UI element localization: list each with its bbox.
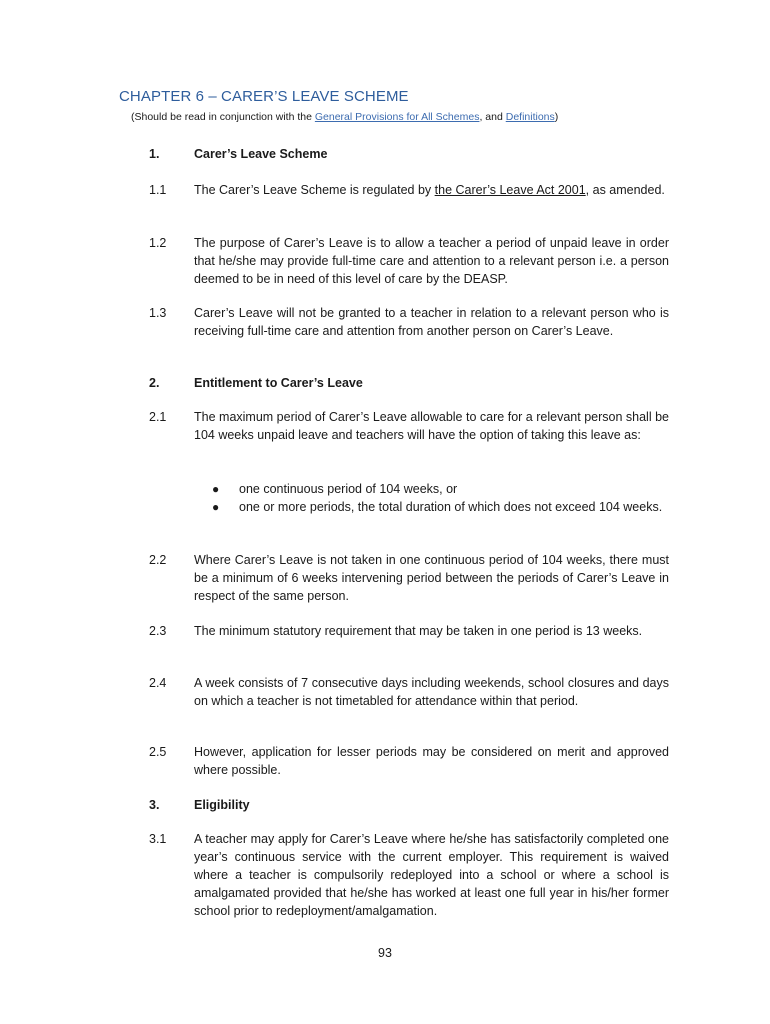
clause-number: 1.3 [149, 306, 167, 320]
clause-text: The minimum statutory requirement that may be taken in one period is 13 weeks. [194, 624, 643, 638]
clause-number: 2.3 [149, 624, 167, 638]
clause-text: However, application for lesser periods may be considered on merit and approved where possible. [194, 745, 669, 777]
clause-text [194, 181, 669, 199]
clause-number: 2.4 [149, 676, 167, 690]
clause-number: 1.1 [149, 183, 167, 197]
section-title: Entitlement to Carer’s Leave [194, 376, 363, 390]
list-item-text: one or more periods, the total duration of which does not exceed 104 weeks. [239, 500, 663, 514]
clause-text-pre: The Carer’s Leave Scheme is regulated by [194, 183, 435, 197]
carers-leave-act-link[interactable]: the Carer’s Leave Act 2001 [434, 183, 586, 197]
general-provisions-link[interactable]: General Provisions for All Schemes [314, 111, 480, 123]
clause-text: A week consists of 7 consecutive days including weekends, school closures and days on which a teacher is not timetabled for attendance within that period. [194, 676, 669, 708]
bullet-list [212, 480, 669, 516]
section-number: 2. [149, 376, 160, 390]
clause-number: 2.2 [149, 553, 167, 567]
bullet-icon: ● [212, 482, 220, 496]
bullet-icon: ● [212, 500, 220, 514]
section-title: Carer’s Leave Scheme [194, 147, 328, 161]
definitions-link[interactable]: Definitions [505, 111, 555, 123]
clause-text: Carer’s Leave will not be granted to a teacher in relation to a relevant person who is receiving full-time care and attention from another person on Carer’s Leave. [194, 306, 669, 338]
section-title: Eligibility [194, 798, 250, 812]
chapter-title: CHAPTER 6 – CARER’S LEAVE SCHEME [119, 88, 409, 105]
page-number: 93 [378, 946, 392, 960]
clause-number: 2.1 [149, 410, 167, 424]
subtitle-suffix: ) [554, 111, 559, 123]
clause-number: 3.1 [149, 832, 167, 846]
clause-text-post: , as amended. [585, 183, 665, 197]
clause-number: 2.5 [149, 745, 167, 759]
clause-text: A teacher may apply for Carer’s Leave where he/she has satisfactorily completed one year’s continuous service with the current employer. This requirement is waived where a teacher is compulsorily redeployed into a school or where a school is amalgamated provided that he/she has worked at least one full year in his/her former school prior to redeployment/amalgamation. [194, 832, 669, 918]
clause-text: The purpose of Carer’s Leave is to allow a teacher a period of unpaid leave in order that he/she may provide full-time care and attention to a relevant person i.e. a person deemed to be in need of this level of care by the DEASP. [194, 236, 669, 286]
list-item [212, 480, 669, 498]
list-item-text: one continuous period of 104 weeks, or [239, 482, 458, 496]
subtitle-middle: , and [479, 111, 506, 123]
chapter-subtitle [131, 111, 558, 123]
clause-text: Where Carer’s Leave is not taken in one continuous period of 104 weeks, there must be a minimum of 6 weeks intervening period between the periods of Carer’s Leave in respect of the same person. [194, 553, 669, 603]
subtitle-prefix: (Should be read in conjunction with the [131, 111, 315, 123]
clause-number: 1.2 [149, 236, 167, 250]
section-number: 1. [149, 147, 160, 161]
list-item [212, 498, 669, 516]
section-number: 3. [149, 798, 160, 812]
clause-text: The maximum period of Carer’s Leave allowable to care for a relevant person shall be 104 weeks unpaid leave and teachers will have the option of taking this leave as: [194, 410, 669, 442]
